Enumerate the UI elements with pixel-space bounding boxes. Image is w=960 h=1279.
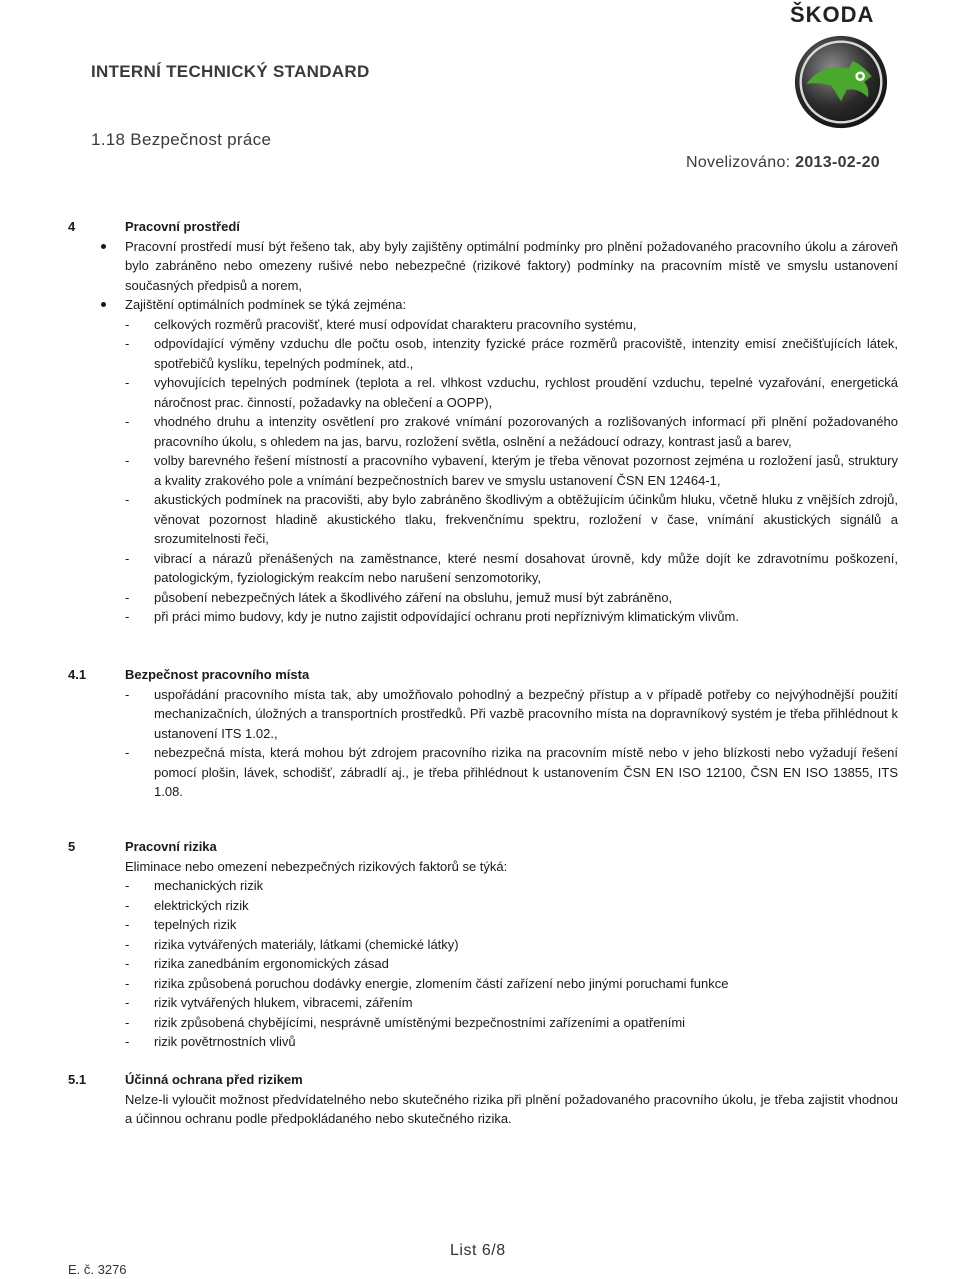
dash-item: - celkových rozměrů pracovišť, které musí odpovídat charakteru pracovního systému,	[68, 315, 898, 335]
section-4-1-heading	[68, 665, 898, 685]
section-5-heading	[68, 837, 898, 857]
section-4	[68, 217, 898, 627]
section-5	[68, 837, 898, 1052]
dash-item: - volby barevného řešení místností a pracovního vybavení, kterým je třeba věnovat pozornost zejména u rozložení jasů, struktury a kvality zrakového pole a vnímání bezpečnostních barev ve smyslu ustanovení ČSN EN 12464-1,	[68, 451, 898, 490]
skoda-logo-icon	[793, 34, 889, 130]
dash-item: - mechanických rizik	[68, 876, 898, 896]
document-title: INTERNÍ TECHNICKÝ STANDARD	[91, 62, 370, 81]
dash-item: - elektrických rizik	[68, 896, 898, 916]
page-number: List 6/8	[450, 1242, 506, 1259]
document-number: E. č. 3276	[68, 1262, 127, 1277]
dash-item: - při práci mimo budovy, kdy je nutno zajistit odpovídající ochranu proti nepříznivým klimatickým vlivům.	[68, 607, 898, 627]
section-intro: Eliminace nebo omezení nebezpečných rizikových faktorů se týká:	[125, 858, 508, 874]
section-number: 5.1	[68, 1072, 87, 1087]
brand-name: ŠKODA	[790, 2, 875, 27]
dash-item: - akustických podmínek na pracovišti, aby bylo zabráněno škodlivým a obtěžujícím účinkům hluku, včetně hluku z vnějších zdrojů, věnovat pozornost hladině akustického tlaku, frekvenčnímu spektru, rozložení v čase, vnímání akustických signálů a srozumitelnosti řeči,	[68, 490, 898, 549]
section-number: 4.1	[68, 667, 87, 682]
dash-item: - tepelných rizik	[68, 915, 898, 935]
dash-item: - vhodného druhu a intenzity osvětlení pro zrakové vnímání pozorovaných a rozlišovaných informací při plnění požadovaného pracovního úkolu, s ohledem na jas, barvu, rozložení světla, oslnění a nežádoucí odrazy, kontrast jasů a barev,	[68, 412, 898, 451]
dash-item: - rizika zanedbáním ergonomických zásad	[68, 954, 898, 974]
section-heading-text: Pracovní prostředí	[125, 219, 240, 234]
dash-item: - rizika vytvářených materiály, látkami (chemické látky)	[68, 935, 898, 955]
dash-item: - rizik vytvářených hlukem, vibracemi, zářením	[68, 993, 898, 1013]
section-title: 1.18 Bezpečnost práce	[91, 130, 272, 149]
section-heading-text: Účinná ochrana před rizikem	[125, 1072, 303, 1087]
dash-item: - rizika způsobená poruchou dodávky energie, zlomením částí zařízení nebo jinými poruchami funkce	[68, 974, 898, 994]
section-heading-text: Bezpečnost pracovního místa	[125, 667, 310, 682]
dash-item: - rizik povětrnostních vlivů	[68, 1032, 898, 1052]
dash-item: - vibrací a nárazů přenášených na zaměstnance, které nesmí dosahovat úrovně, kdy může dojít ke zdravotnímu poškození, patologickým, fyziologickým reakcím nebo narušení senzomotoriky,	[68, 549, 898, 588]
dash-item: - rizik způsobená chybějícími, nesprávně umístěnými bezpečnostními zařízeními a opatřeními	[68, 1013, 898, 1033]
dash-item: - nebezpečná místa, která mohou být zdrojem pracovního rizika na pracovním místě nebo v jeho blízkosti nebo vyžadují řešení pomocí plošin, lávek, schodišť, zábradlí aj., je třeba přihlédnout k ustanovením ČSN EN ISO 12100, ČSN EN ISO 13855, ITS 1.08.	[68, 743, 898, 802]
section-heading-text: Pracovní rizika	[125, 839, 217, 854]
revision-date	[686, 154, 880, 172]
dash-item: - odpovídající výměny vzduchu dle počtu osob, intenzity fyzické práce rozměrů pracoviště, intenzity emisí znečišťujících látek, spotřebičů kyslíku, tepelných podmínek, atd.,	[68, 334, 898, 373]
revision-date-value: 2013-02-20	[795, 154, 880, 171]
bullet-item: Pracovní prostředí musí být řešeno tak, aby byly zajištěny optimální podmínky pro plnění požadovaného pracovního úkolu a zároveň bylo zabráněno nebo omezeny rušivé nebo nebezpečné (rizikové faktory) podmínky na pracovním místě ve smyslu ustanovení současných předpisů a norem,	[68, 237, 898, 296]
section-5-1-heading	[68, 1070, 898, 1090]
dash-item: - působení nebezpečných látek a škodlivého záření na obsluhu, jemuž musí být zabráněno,	[68, 588, 898, 608]
section-number: 5	[68, 839, 76, 854]
dash-item: - vyhovujících tepelných podmínek (teplota a rel. vlhkost vzduchu, rychlost proudění vzduchu, tepelné vyzařování, energetická náročnost prac. činností, požadavky na oblečení a OOPP),	[68, 373, 898, 412]
revision-label: Novelizováno:	[686, 154, 791, 171]
section-5-1	[68, 1070, 898, 1129]
section-4-heading	[68, 217, 898, 237]
bullet-item: Zajištění optimálních podmínek se týká zejména:	[68, 295, 898, 315]
section-4-1	[68, 665, 898, 802]
dash-item: - uspořádání pracovního místa tak, aby umožňovalo pohodlný a bezpečný přístup a v případě potřeby co nejvýhodnější použití mechanizačních, úložných a transportních prostředků. Při vazbě pracovního místa na dopravníkový systém je třeba přihlédnout k ustanovení ITS 1.02.,	[68, 685, 898, 744]
section-number: 4	[68, 219, 76, 234]
section-paragraph: Nelze-li vyloučit možnost předvídatelného nebo skutečného rizika při plnění požadovaného pracovního úkolu, je třeba zajistit vhodnou a účinnou ochranu podle předpokládaného nebo skutečného rizika.	[125, 1091, 898, 1126]
